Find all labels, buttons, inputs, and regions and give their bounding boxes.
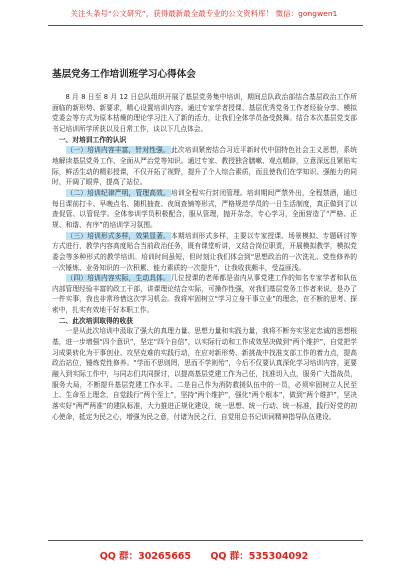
subsection-lead-3: （三）培训形式多样，效果显著。	[66, 231, 170, 240]
subsection-text-4: 几位授课的老师都是省内从事党建工作的知名专家学者和队伍内部管理经验丰富的政工干部，讲课理论结合实际，可操作性强，对我们基层党务工作者来说，是办了一件实事，我也非常珍惜这次学习机会。我将牢固树立“学习立身干事立业”的理念，在不断的思考、探索中，扎实有效地干好本职工作。	[52, 274, 357, 315]
subsection-paragraph-3	[52, 231, 357, 274]
document-body	[52, 92, 357, 422]
subsection-paragraph-2	[52, 188, 357, 231]
intro-paragraph: 8 月 8 日至 8 月 12 日总队组织开展了基层党务集中培训，期间总队政治部结合基层政治工作所面临的新形势、新要求，精心设置培训内容。通过专家学者授课、基层优秀党务工作者经验分享、模拟党委会等方式为原本枯燥的理论学习注入了新的活力，让我们全体学员备受鼓舞。结合本次基层党支部书记培训所学所获以及日常工作，谈以下几点体会。	[52, 93, 357, 133]
section-heading-2: 二、此次培训取得的收获	[58, 316, 134, 325]
subsection-text-3: 本期培训形式多样，主要以专家授课、场景模拟、专题研讨等方式进行，教学内容高度贴合当前政治任务，既有课堂听讲，又结合岗位职责，开展模拟教学，模拟党委会等多种形式的教学培训。培训时间虽短，但时刻让我们体会到“思想政治的一次洗礼、党性修养的一次锤炼、业务知识的一次积累、能力素质的一次提升”，让我收获颇丰，受益匪浅。	[52, 231, 357, 272]
footer	[0, 548, 408, 562]
gains-paragraph: 一是从此次培训中汲取了强大的真理力量、思想力量和实践力量，我将不断夯实坚定忠诚的思想根基，进一步增强“四个意识”，坚定“四个自信”，以实际行动和工作成效坚决做到“两个维护”，自觉把学习成果转化为干事创业、攻坚克难的实践行动，在应对新形势、新挑战中找准支部工作的着力点，提高政治站位，锤炼党性修养。“学而不思则罔，思而不学则殆”，今后不仅要认真深化学习培训内容，更要融入到实际工作中，与同志们共同探讨，以提高基层党建工作为己任，找准切入点，服务广大指战员，服务大局，不断提升基层党建工作水平。二是自己作为消防救援队伍中的一员，必须牢固树立人民至上、生命至上理念，自觉践行“两个至上”，坚持“两个维护”，强化“两个根本”，做到“两个维护”，坚决落实好“两严两准”的建队标准，大力推进正规化建设，统一思想、统一行动、统一标准，践行好党的初心使命，抵定为民之心，增强为民之意，付诸为民之行，自觉用总书记训词精神指导队伍建设。	[52, 327, 357, 421]
subsection-lead-1: （一）培训内容丰富，针对性强。	[66, 146, 170, 155]
header-divider	[48, 25, 363, 26]
section-heading-1: 一、对培训工作的认识	[58, 135, 127, 144]
subsection-lead-4: （四）培训内容实际，生动具体。	[66, 274, 170, 283]
header-banner: 关注头条号“公文研究”，获得最新最全最专业的公文资料库！ 微信：gongwen1	[70, 9, 338, 18]
document-title: 基层党务工作培训班学习心得体会	[52, 69, 196, 80]
subsection-paragraph-4	[52, 273, 357, 316]
footer-qq-group-1: QQ 群：30265665	[99, 551, 192, 562]
footer-qq-group-2: QQ 群：535304092	[210, 551, 309, 562]
subsection-lead-2: （二）培训纪律严明，管理高效。	[66, 188, 170, 197]
subsection-text-1: 此次培训紧密结合习近平新时代中国特色社会主义思想，系统地解读基层党务工作、全面从严治党等知识。通过专家、教授独含膳嗽、观点精辟，立意深远且紧贴实际，鲜活生动的精彩授课，不仅开拓了视野，提升了个人综合素质，而且使我们在学知识、强能力的同时，开阔了眼界，提高了站位。	[52, 146, 357, 187]
subsection-text-2: 培训全程实行封闭管理。培训期间严禁外出，全程禁酒，通过每日课前打卡、早晚点名、随机抽查、夜间查铺等形式，严格规范学员的一日生活制度，真正做到了以查促管、以管促学。全体参训学员积极配合，服从管理，抛开杂念，专心学习，全面营造了“严格、正规、和谐、有序”的培训学习氛围。	[52, 188, 357, 229]
subsection-paragraph-1	[52, 145, 357, 188]
footer-divider	[48, 540, 363, 541]
